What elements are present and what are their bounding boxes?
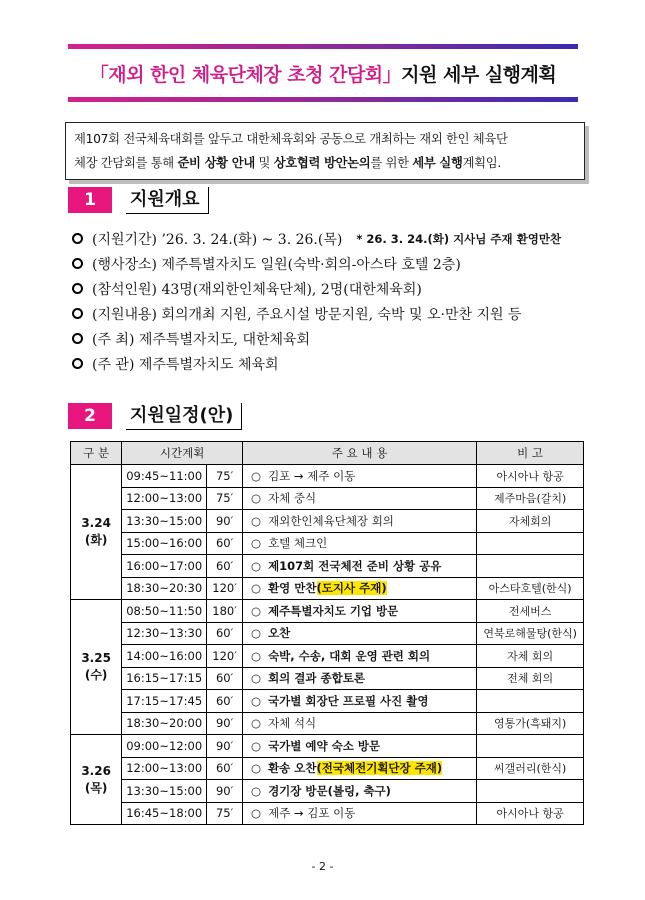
highlighted-host: (전국체전기획단장 주재) xyxy=(316,761,443,776)
overview-item xyxy=(72,226,592,251)
intro-text: 및 xyxy=(254,156,274,170)
title-suffix: 지원 세부 실행계획 xyxy=(401,63,557,86)
duration-cell: 180′ xyxy=(207,600,243,623)
time-cell: 13:30~15:00 xyxy=(122,510,207,533)
note-cell: 제주마음(갈치) xyxy=(477,487,584,510)
duration-cell: 120′ xyxy=(207,645,243,668)
note-cell: 자체 회의 xyxy=(477,645,584,668)
content-cell xyxy=(243,510,477,533)
content-text: 환송 오찬 xyxy=(268,761,317,776)
small-circle-icon: ○ xyxy=(251,581,262,596)
note-cell: 자체회의 xyxy=(477,510,584,533)
day-cell xyxy=(71,600,122,735)
title-bottom-rule xyxy=(68,97,578,102)
small-circle-icon: ○ xyxy=(251,648,262,663)
table-row xyxy=(71,600,584,623)
duration-cell: 60′ xyxy=(207,667,243,690)
content-text: 경기장 방문(볼링, 축구) xyxy=(268,783,391,798)
content-text: 자체 석식 xyxy=(268,716,317,731)
note-cell xyxy=(477,780,584,803)
section-label: 지원일정(안) xyxy=(126,403,242,430)
time-cell: 17:15~17:45 xyxy=(122,690,207,713)
overview-text: (행사장소) 제주특별자치도 일원(숙박·회의-아스타 호텔 2층) xyxy=(92,256,461,273)
small-circle-icon: ○ xyxy=(251,716,262,731)
small-circle-icon: ○ xyxy=(251,693,262,708)
day-cell xyxy=(71,735,122,825)
duration-cell: 60′ xyxy=(207,532,243,555)
highlighted-host: (도지사 주재) xyxy=(316,581,387,596)
content-cell xyxy=(243,577,477,600)
note-cell: 아스타호텔(한식) xyxy=(477,577,584,600)
duration-cell: 60′ xyxy=(207,757,243,780)
small-circle-icon: ○ xyxy=(251,783,262,798)
duration-cell: 90′ xyxy=(207,735,243,758)
duration-cell: 60′ xyxy=(207,622,243,645)
note-cell: 아시아나 항공 xyxy=(477,802,584,825)
table-row xyxy=(71,465,584,488)
small-circle-icon: ○ xyxy=(251,513,262,528)
overview-note: * 26. 3. 24.(화) 지사님 주재 환영만찬 xyxy=(356,231,562,246)
content-cell xyxy=(243,645,477,668)
time-cell: 16:45~18:00 xyxy=(122,802,207,825)
content-cell xyxy=(243,555,477,578)
intro-line-1: 제107회 전국체육대회를 앞두고 대한체육회와 공동으로 개최하는 재외 한인 체육단 xyxy=(74,132,508,146)
header-time: 시간계획 xyxy=(122,442,243,465)
header-division: 구 분 xyxy=(71,442,122,465)
content-cell xyxy=(243,690,477,713)
note-cell: 전체 회의 xyxy=(477,667,584,690)
time-cell: 12:00~13:00 xyxy=(122,487,207,510)
intro-text: 계획임. xyxy=(462,156,501,170)
note-cell: 전세버스 xyxy=(477,600,584,623)
content-text: 자체 중식 xyxy=(268,491,317,506)
circle-bullet-icon xyxy=(72,333,83,344)
note-cell xyxy=(477,735,584,758)
intro-bold: 세부 실행 xyxy=(412,156,463,170)
table-header-row xyxy=(71,442,584,465)
table-row xyxy=(71,577,584,600)
content-text: 환영 만찬 xyxy=(268,581,317,596)
note-cell: 영통가(흑돼지) xyxy=(477,712,584,735)
duration-cell: 90′ xyxy=(207,712,243,735)
table-row xyxy=(71,712,584,735)
table-row xyxy=(71,622,584,645)
small-circle-icon: ○ xyxy=(251,761,262,776)
time-cell: 16:00~17:00 xyxy=(122,555,207,578)
overview-list xyxy=(72,226,592,376)
time-cell: 18:30~20:00 xyxy=(122,712,207,735)
content-text: 김포 → 제주 이동 xyxy=(268,468,356,483)
duration-cell: 90′ xyxy=(207,780,243,803)
table-row xyxy=(71,645,584,668)
time-cell: 08:50~11:50 xyxy=(122,600,207,623)
day-weekday: (화) xyxy=(84,533,108,547)
section-1-heading xyxy=(68,187,209,213)
table-row xyxy=(71,487,584,510)
content-text: 호텔 체크인 xyxy=(268,536,328,551)
small-circle-icon: ○ xyxy=(251,671,262,686)
time-cell: 18:30~20:30 xyxy=(122,577,207,600)
content-text: 회의 결과 종합토론 xyxy=(268,671,365,686)
content-text: 오찬 xyxy=(268,626,291,641)
duration-cell: 120′ xyxy=(207,577,243,600)
section-number: 1 xyxy=(68,187,112,213)
duration-cell: 75′ xyxy=(207,802,243,825)
time-cell: 13:30~15:00 xyxy=(122,780,207,803)
duration-cell: 60′ xyxy=(207,690,243,713)
circle-bullet-icon xyxy=(72,258,83,269)
table-row xyxy=(71,555,584,578)
content-cell xyxy=(243,712,477,735)
time-cell: 09:00~12:00 xyxy=(122,735,207,758)
note-cell xyxy=(477,690,584,713)
small-circle-icon: ○ xyxy=(251,738,262,753)
duration-cell: 75′ xyxy=(207,487,243,510)
table-row xyxy=(71,735,584,758)
small-circle-icon: ○ xyxy=(251,536,262,551)
content-text: 재외한인체육단체장 회의 xyxy=(268,513,394,528)
day-date: 3.24 xyxy=(81,516,111,530)
section-number: 2 xyxy=(68,403,112,429)
intro-bold: 상호협력 방안논의 xyxy=(273,156,371,170)
header-note: 비 고 xyxy=(477,442,584,465)
overview-item xyxy=(72,251,592,276)
content-cell xyxy=(243,757,477,780)
overview-item xyxy=(72,326,592,351)
page-number: - 2 - xyxy=(311,860,334,873)
small-circle-icon: ○ xyxy=(251,626,262,641)
table-row xyxy=(71,757,584,780)
overview-item xyxy=(72,276,592,301)
content-cell xyxy=(243,667,477,690)
small-circle-icon: ○ xyxy=(251,806,262,821)
day-cell xyxy=(71,465,122,600)
overview-text: (참석인원) 43명(재외한인체육단체), 2명(대한체육회) xyxy=(92,281,422,298)
note-cell: 연북로해물탕(한식) xyxy=(477,622,584,645)
content-text: 제107회 전국체전 준비 상황 공유 xyxy=(268,558,442,573)
content-cell xyxy=(243,622,477,645)
duration-cell: 90′ xyxy=(207,510,243,533)
day-date: 3.25 xyxy=(81,651,111,665)
day-weekday: (목) xyxy=(84,780,108,795)
time-cell: 16:15~17:15 xyxy=(122,667,207,690)
intro-text: 체장 간담회를 통해 xyxy=(74,156,178,170)
content-text: 국가별 예약 숙소 방문 xyxy=(268,738,381,753)
small-circle-icon: ○ xyxy=(251,468,262,483)
table-row xyxy=(71,510,584,533)
overview-item xyxy=(72,351,592,376)
small-circle-icon: ○ xyxy=(251,558,262,573)
content-text: 제주 → 김포 이동 xyxy=(268,806,356,821)
note-cell xyxy=(477,532,584,555)
small-circle-icon: ○ xyxy=(251,491,262,506)
intro-box xyxy=(65,122,585,180)
day-weekday: (수) xyxy=(84,668,108,682)
note-cell xyxy=(477,555,584,578)
day-date: 3.26 xyxy=(81,763,111,778)
content-text: 국가별 회장단 프로필 사진 촬영 xyxy=(268,693,429,708)
small-circle-icon: ○ xyxy=(251,603,262,618)
overview-item xyxy=(72,301,592,326)
circle-bullet-icon xyxy=(72,233,83,244)
intro-line-2 xyxy=(74,151,576,175)
content-cell xyxy=(243,735,477,758)
header-content: 주 요 내 용 xyxy=(243,442,477,465)
overview-text: (주 관) 제주특별자치도 체육회 xyxy=(92,356,279,373)
intro-text: 를 위한 xyxy=(370,156,413,170)
content-cell xyxy=(243,780,477,803)
circle-bullet-icon xyxy=(72,308,83,319)
overview-text: (지원내용) 회의개최 지원, 주요시설 방문지원, 숙박 및 오·만찬 지원 등 xyxy=(92,306,522,323)
duration-cell: 60′ xyxy=(207,555,243,578)
time-cell: 14:00~16:00 xyxy=(122,645,207,668)
content-cell xyxy=(243,465,477,488)
intro-bold: 준비 상황 안내 xyxy=(177,156,255,170)
table-row xyxy=(71,802,584,825)
content-text: 제주특별자치도 기업 방문 xyxy=(268,603,399,618)
overview-text: (주 최) 제주특별자치도, 대한체육회 xyxy=(92,331,311,348)
section-2-heading xyxy=(68,403,242,429)
time-cell: 12:00~13:00 xyxy=(122,757,207,780)
overview-text: (지원기간) ’26. 3. 24.(화) ~ 3. 26.(목) xyxy=(92,231,343,248)
table-row xyxy=(71,690,584,713)
time-cell: 15:00~16:00 xyxy=(122,532,207,555)
content-cell xyxy=(243,487,477,510)
duration-cell: 75′ xyxy=(207,465,243,488)
page-title xyxy=(68,49,578,97)
title-block xyxy=(68,44,578,102)
circle-bullet-icon xyxy=(72,358,83,369)
table-row xyxy=(71,667,584,690)
content-cell xyxy=(243,600,477,623)
table-row xyxy=(71,780,584,803)
time-cell: 09:45~11:00 xyxy=(122,465,207,488)
table-row xyxy=(71,532,584,555)
content-text: 숙박, 수송, 대회 운영 관련 회의 xyxy=(268,648,431,663)
time-cell: 12:30~13:30 xyxy=(122,622,207,645)
section-label: 지원개요 xyxy=(126,187,209,214)
note-cell: 씨갤러리(한식) xyxy=(477,757,584,780)
schedule-table xyxy=(70,441,584,825)
content-cell xyxy=(243,802,477,825)
content-cell xyxy=(243,532,477,555)
title-event-name: 「재외 한인 체육단체장 초청 간담회」 xyxy=(89,63,402,86)
circle-bullet-icon xyxy=(72,283,83,294)
note-cell: 아시아나 항공 xyxy=(477,465,584,488)
